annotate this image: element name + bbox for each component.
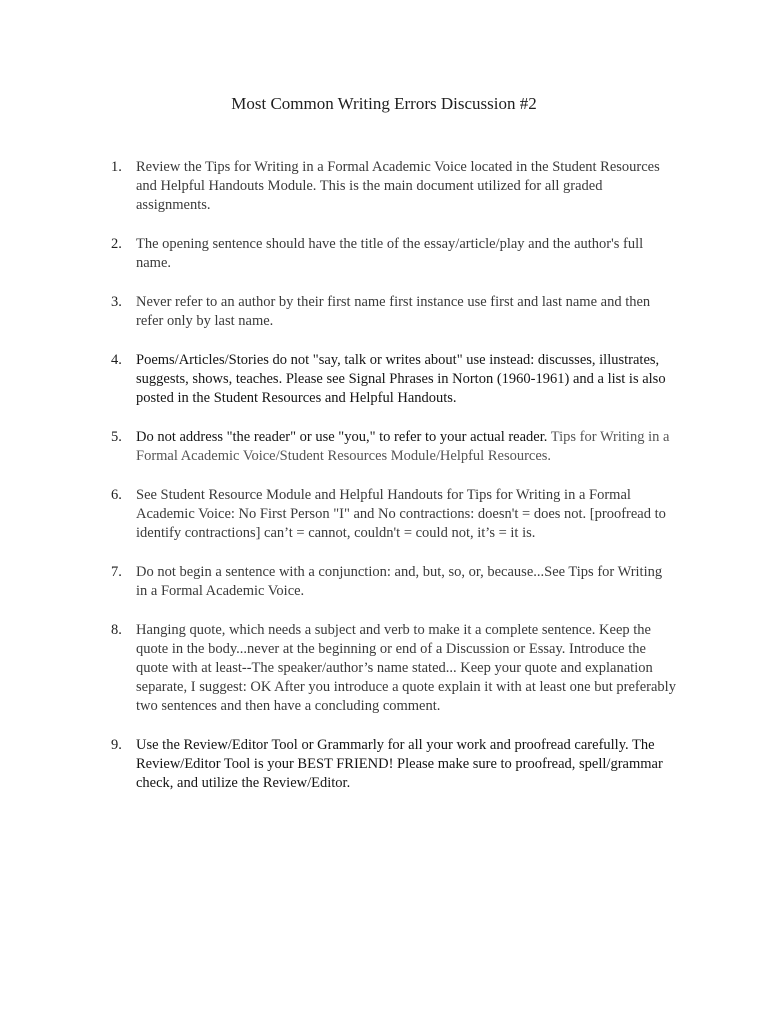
item-number: 5. (111, 429, 122, 445)
item-number: 7. (111, 564, 122, 580)
item-number: 2. (111, 236, 122, 252)
item-text-reference: Tips for Writing in a Formal Academic Voice/Student Resources Module/Helpful Resources. (136, 429, 670, 464)
item-text (136, 428, 676, 466)
item-text: Do not begin a sentence with a conjunction: and, but, so, or, because...See Tips for Writing in a Formal Academic Voice. (136, 564, 663, 599)
document-title: Most Common Writing Errors Discussion #2 (231, 94, 537, 113)
item-text: Review the Tips for Writing in a Formal Academic Voice located in the Student Resources and Helpful Handouts Module. This is the main document utilized for all graded assignments. (136, 159, 660, 213)
item-text: The opening sentence should have the title of the essay/article/play and the author's full name. (136, 236, 644, 271)
item-text: See Student Resource Module and Helpful Handouts for Tips for Writing in a Formal Academic Voice: No First Person "I" and No contractions: doesn't = does not. [proofread to identify contractions] can’t = cannot, couldn't = could not, it’s = it is. (136, 487, 666, 541)
item-text: Poems/Articles/Stories do not "say, talk or writes about" use instead: discusses, illustrates, suggests, shows, teaches. Please see Signal Phrases in Norton (1960-1961) and a list is also posted in the Student Resources and Helpful Handouts. (136, 352, 666, 406)
item-text: Use the Review/Editor Tool or Grammarly for all your work and proofread carefully. The Review/Editor Tool is your BEST FRIEND! Please make sure to proofread, spell/grammar check, and utilize the Review/Editor. (136, 737, 663, 791)
item-number: 8. (111, 622, 122, 638)
item-text: Never refer to an author by their first name first instance use first and last name and then refer only by last name. (136, 294, 651, 329)
item-number: 4. (111, 352, 122, 368)
item-text-main: Do not address "the reader" or use "you," to refer to your actual reader. (136, 429, 548, 445)
item-number: 1. (111, 159, 122, 175)
item-number: 6. (111, 487, 122, 503)
item-number: 9. (111, 737, 122, 753)
item-text: Hanging quote, which needs a subject and verb to make it a complete sentence. Keep the quote in the body...never at the beginning or end of a Discussion or Essay. Introduce the quote with at least--The speaker/author’s name stated... Keep your quote and explanation separate, I suggest: OK After you introduce a quote explain it with at least one but preferably two sentences and then have a concluding comment. (136, 622, 676, 714)
item-number: 3. (111, 294, 122, 310)
